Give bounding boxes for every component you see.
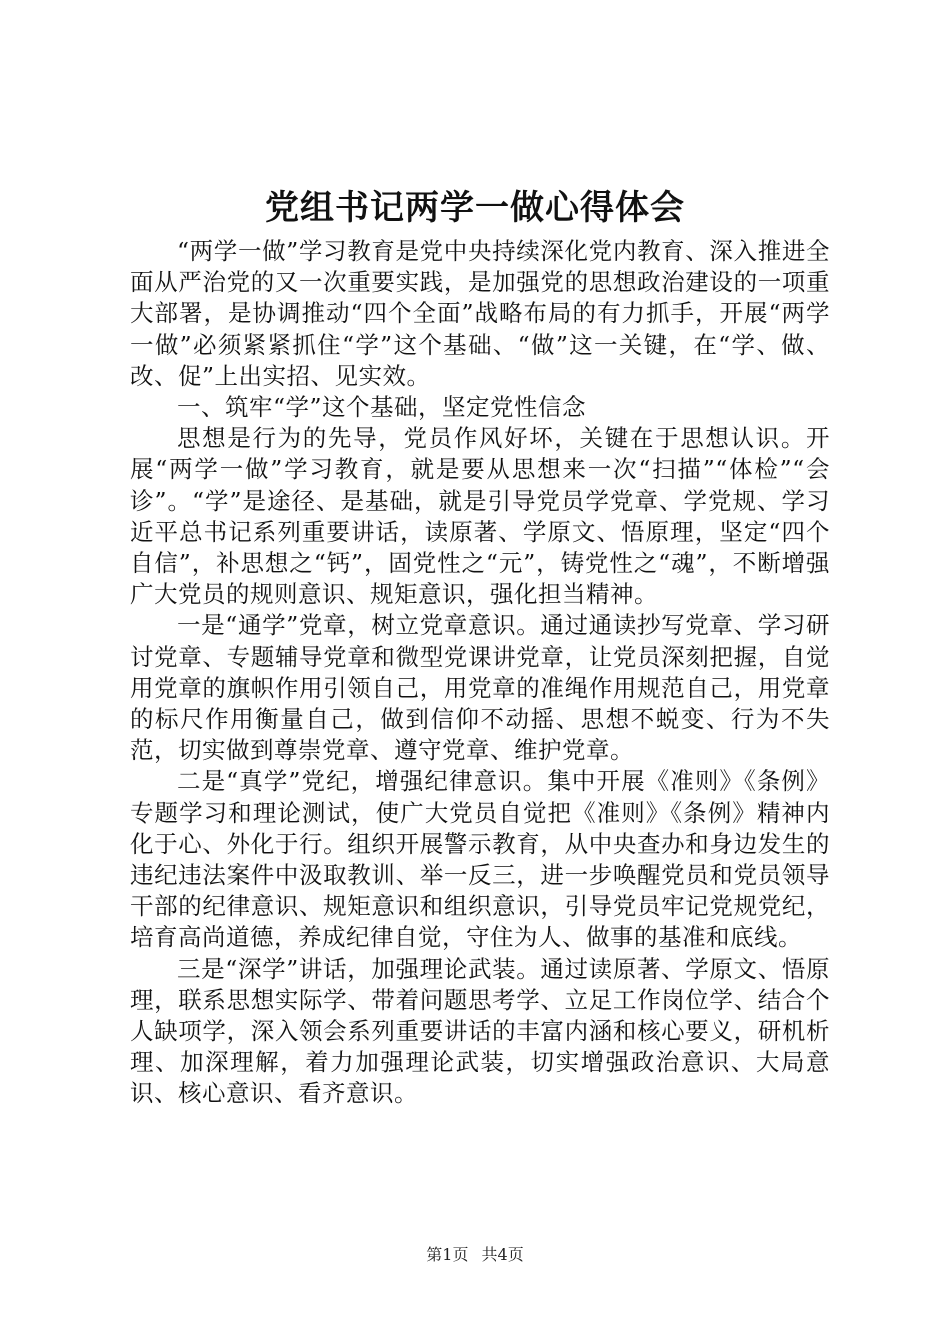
document-body <box>130 236 830 1110</box>
page-number: 第1页 <box>426 1245 469 1264</box>
page-total: 共4页 <box>481 1245 524 1264</box>
document-title: 党组书记两学一做心得体会 <box>265 188 685 228</box>
body-paragraph: 思想是行为的先导，党员作风好坏，关键在于思想认识。开展“两学一做”学习教育，就是要从思想来一次“扫描”“体检”“会诊”。“学”是途径、是基础，就是引导党员学党章、学党规、学习近平总书记系列重要讲话，读原著、学原文、悟原理，坚定“四个自信”，补思想之“钙”，固党性之“元”，铸党性之“魂”，不断增强广大党员的规则意识、规矩意识，强化担当精神。 <box>130 424 830 609</box>
section-heading: 一、筑牢“学”这个基础，坚定党性信念 <box>177 393 587 422</box>
body-paragraph: 三是“深学”讲话，加强理论武装。通过读原著、学原文、悟原理，联系思想实际学、带着问题思考学、立足工作岗位学、结合个人缺项学，深入领会系列重要讲话的丰富内涵和核心要义，研机析理、加深理解，着力加强理论武装，切实增强政治意识、大局意识、核心意识、看齐意识。 <box>130 954 830 1108</box>
body-paragraph: 二是“真学”党纪，增强纪律意识。集中开展《准则》《条例》专题学习和理论测试，使广大党员自觉把《准则》《条例》精神内化于心、外化于行。组织开展警示教育，从中央查办和身边发生的违纪违法案件中汲取教训、举一反三，进一步唤醒党员和党员领导干部的纪律意识、规矩意识和组织意识，引导党员牢记党规党纪，培育高尚道德，养成纪律自觉，守住为人、做事的基准和底线。 <box>130 767 830 952</box>
body-paragraph: 一是“通学”党章，树立党章意识。通过通读抄写党章、学习研讨党章、专题辅导党章和微型党课讲党章，让党员深刻把握，自觉用党章的旗帜作用引领自己，用党章的准绳作用规范自己，用党章的标尺作用衡量自己，做到信仰不动摇、思想不蜕变、行为不失范，切实做到尊崇党章、遵守党章、维护党章。 <box>130 611 830 765</box>
page-footer <box>0 1244 950 1266</box>
intro-paragraph: “两学一做”学习教育是党中央持续深化党内教育、深入推进全面从严治党的又一次重要实践，是加强党的思想政治建设的一项重大部署，是协调推动“四个全面”战略布局的有力抓手，开展“两学一做”必须紧紧抓住“学”这个基础、“做”这一关键，在“学、做、改、促”上出实招、见实效。 <box>130 237 830 390</box>
